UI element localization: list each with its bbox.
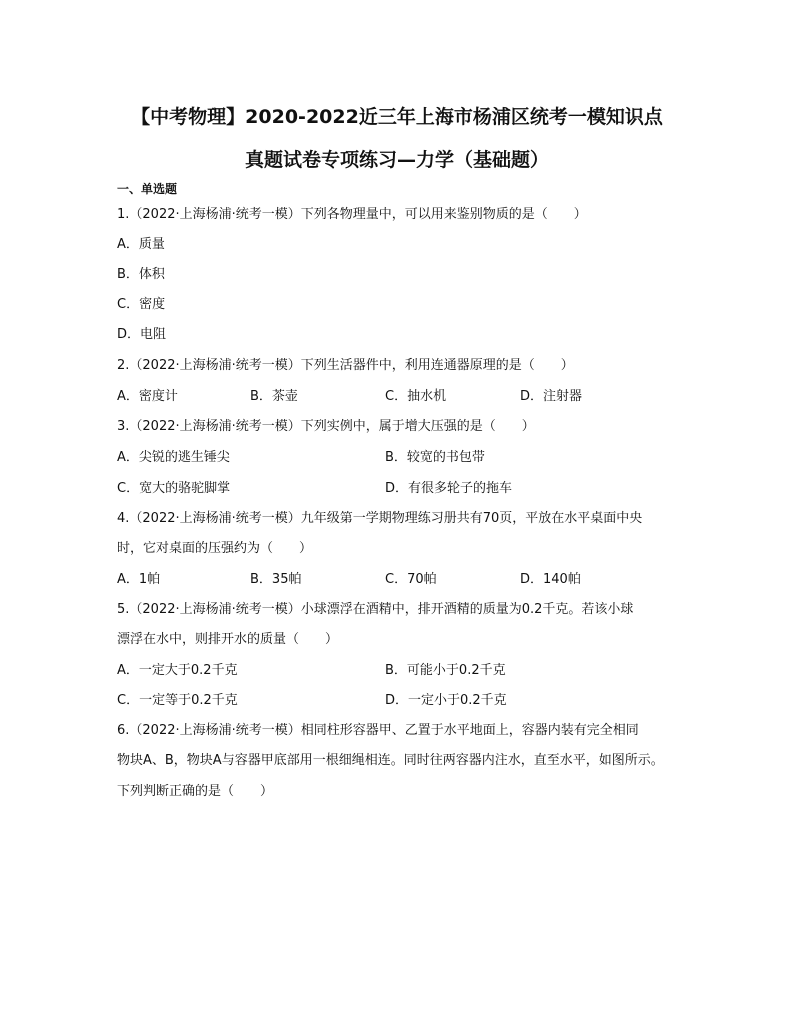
question-1-option-b: B．体积 bbox=[117, 267, 165, 282]
question-1-stem: 1.（2022·上海杨浦·统考一模）下列各物理量中，可以用来鉴别物质的是（ ） bbox=[117, 207, 587, 222]
question-4-option-a: A．1帕 bbox=[117, 572, 161, 587]
question-3-option-b: B．较宽的书包带 bbox=[385, 450, 485, 465]
question-5-option-c: C．一定等于0.2千克 bbox=[117, 693, 238, 708]
question-4-stem-line-1: 4.（2022·上海杨浦·统考一模）九年级第一学期物理练习册共有70页，平放在水平桌面中央 bbox=[117, 511, 643, 526]
question-4-option-d: D．140帕 bbox=[520, 572, 581, 587]
document-title-line-2: 真题试卷专项练习—力学（基础题） bbox=[244, 149, 549, 171]
question-4-option-b: B．35帕 bbox=[250, 572, 302, 587]
question-3-option-a: A．尖锐的逃生锤尖 bbox=[117, 450, 230, 465]
question-5-stem-line-2: 漂浮在水中，则排开水的质量（ ） bbox=[117, 632, 339, 647]
question-4-stem-line-2: 时，它对桌面的压强约为（ ） bbox=[117, 541, 313, 556]
question-5-stem-line-1: 5.（2022·上海杨浦·统考一模）小球漂浮在酒精中，排开酒精的质量为0.2千克。若该小球 bbox=[117, 602, 634, 617]
question-2-stem: 2.（2022·上海杨浦·统考一模）下列生活器件中，利用连通器原理的是（ ） bbox=[117, 358, 574, 373]
question-6-stem-line-1: 6.（2022·上海杨浦·统考一模）相同柱形容器甲、乙置于水平地面上，容器内装有完全相同 bbox=[117, 723, 639, 738]
question-3-stem: 3.（2022·上海杨浦·统考一模）下列实例中，属于增大压强的是（ ） bbox=[117, 419, 535, 434]
question-2-option-c: C．抽水机 bbox=[385, 389, 447, 404]
question-2-option-d: D．注射器 bbox=[520, 389, 583, 404]
question-4-option-c: C．70帕 bbox=[385, 572, 437, 587]
question-2-option-a: A．密度计 bbox=[117, 389, 178, 404]
question-6-stem-line-2: 物块A、B，物块A与容器甲底部用一根细绳相连。同时往两容器内注水，直至水平，如图所示。 bbox=[117, 753, 664, 768]
question-3-option-c: C．宽大的骆驼脚掌 bbox=[117, 481, 231, 496]
question-5-option-d: D．一定小于0.2千克 bbox=[385, 693, 507, 708]
question-1-option-a: A．质量 bbox=[117, 237, 165, 252]
question-5-option-b: B．可能小于0.2千克 bbox=[385, 663, 506, 678]
question-2-option-b: B．茶壶 bbox=[250, 389, 298, 404]
document-title-line-1: 【中考物理】2020-2022近三年上海市杨浦区统考一模知识点 bbox=[131, 106, 663, 128]
section-heading: 一、单选题 bbox=[117, 182, 178, 196]
question-3-option-d: D．有很多轮子的拖车 bbox=[385, 481, 513, 496]
question-1-option-c: C．密度 bbox=[117, 297, 166, 312]
question-5-option-a: A．一定大于0.2千克 bbox=[117, 663, 238, 678]
question-1-option-d: D．电阻 bbox=[117, 327, 167, 342]
question-6-stem-line-3: 下列判断正确的是（ ） bbox=[117, 784, 274, 799]
